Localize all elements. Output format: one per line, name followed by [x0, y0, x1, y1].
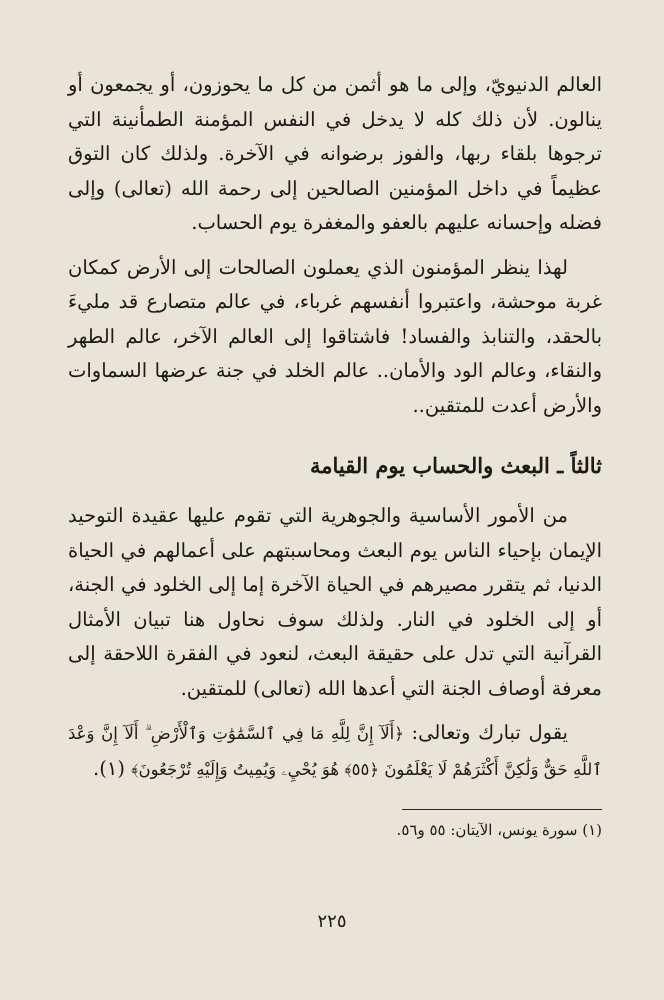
footnote: (١) سورة يونس، الآيتان: ٥٥ و٥٦. — [396, 821, 602, 839]
page-number: ٢٢٥ — [317, 911, 347, 932]
verse-intro: يقول تبارك وتعالى: — [411, 721, 568, 744]
paragraph-1: العالم الدنيويّ، وإلى ما هو أثمن من كل ما يحوزون، أو يجمعون أو ينالون. لأن ذلك كله لا يدخل في النفس المؤمنة الطمأنينة التي ترجوها بلقاء ربها، والفوز برضوانه في الآخرة. ولذلك كان التوق عظيماً في داخل المؤمنين الصالحين إلى رحمة الله (تعالى) وإلى فضله وإحسانه عليهم بالعفو والمغفرة يوم الحساب. — [68, 73, 602, 234]
quran-quote — [68, 716, 602, 787]
paragraph-2: لهذا ينظر المؤمنون الذي يعملون الصالحات إلى الأرض كمكان غربة موحشة، واعتبروا أنفسهم غرباء، في عالم متصارع قد مليءَ بالحقد، والتنابذ والفساد! فاشتاقوا إلى العالم الآخر، عالم الطهر والنقاء، وعالم الود والأمان.. عالم الخلد في جنة عرضها السماوات والأرض أعدت للمتقين.. — [68, 255, 602, 417]
paragraph-3: من الأمور الأساسية والجوهرية التي تقوم عليها عقيدة التوحيد الإيمان بإحياء الناس يوم البعث ومحاسبتهم على أعمالهم في الحياة الدنيا، ثم يتقرر مصيرهم في الحياة الآخرة إما إلى الخلود في الجنة، أو إلى الخلود في النار. ولذلك سوف نحاول هنا تبيان الأمثال القرآنية التي تدل على حقيقة البعث، لنعود في الفقرة اللاحقة إلى معرفة أوصاف الجنة التي أعدها الله (تعالى) للمتقين. — [68, 504, 602, 700]
footnote-divider — [402, 809, 602, 810]
verse-footnote-ref: (١). — [93, 756, 125, 780]
verse-text: ﴿أَلَآ إِنَّ لِلَّهِ مَا فِي ٱلسَّمَٰوَٰتِ وَٱلْأَرْضِ ۗ أَلَآ إِنَّ وَعْدَ ٱللَّهِ حَقٌّ وَلَٰكِنَّ أَكْثَرَهُمْ لَا يَعْلَمُونَ ﴿٥٥﴾ هُوَ يُحْيِۦ وَيُمِيتُ وَإِلَيْهِ تُرْجَعُونَ﴾ — [68, 724, 602, 779]
section-heading: ثالثاً ـ البعث والحساب يوم القيامة — [309, 453, 602, 478]
